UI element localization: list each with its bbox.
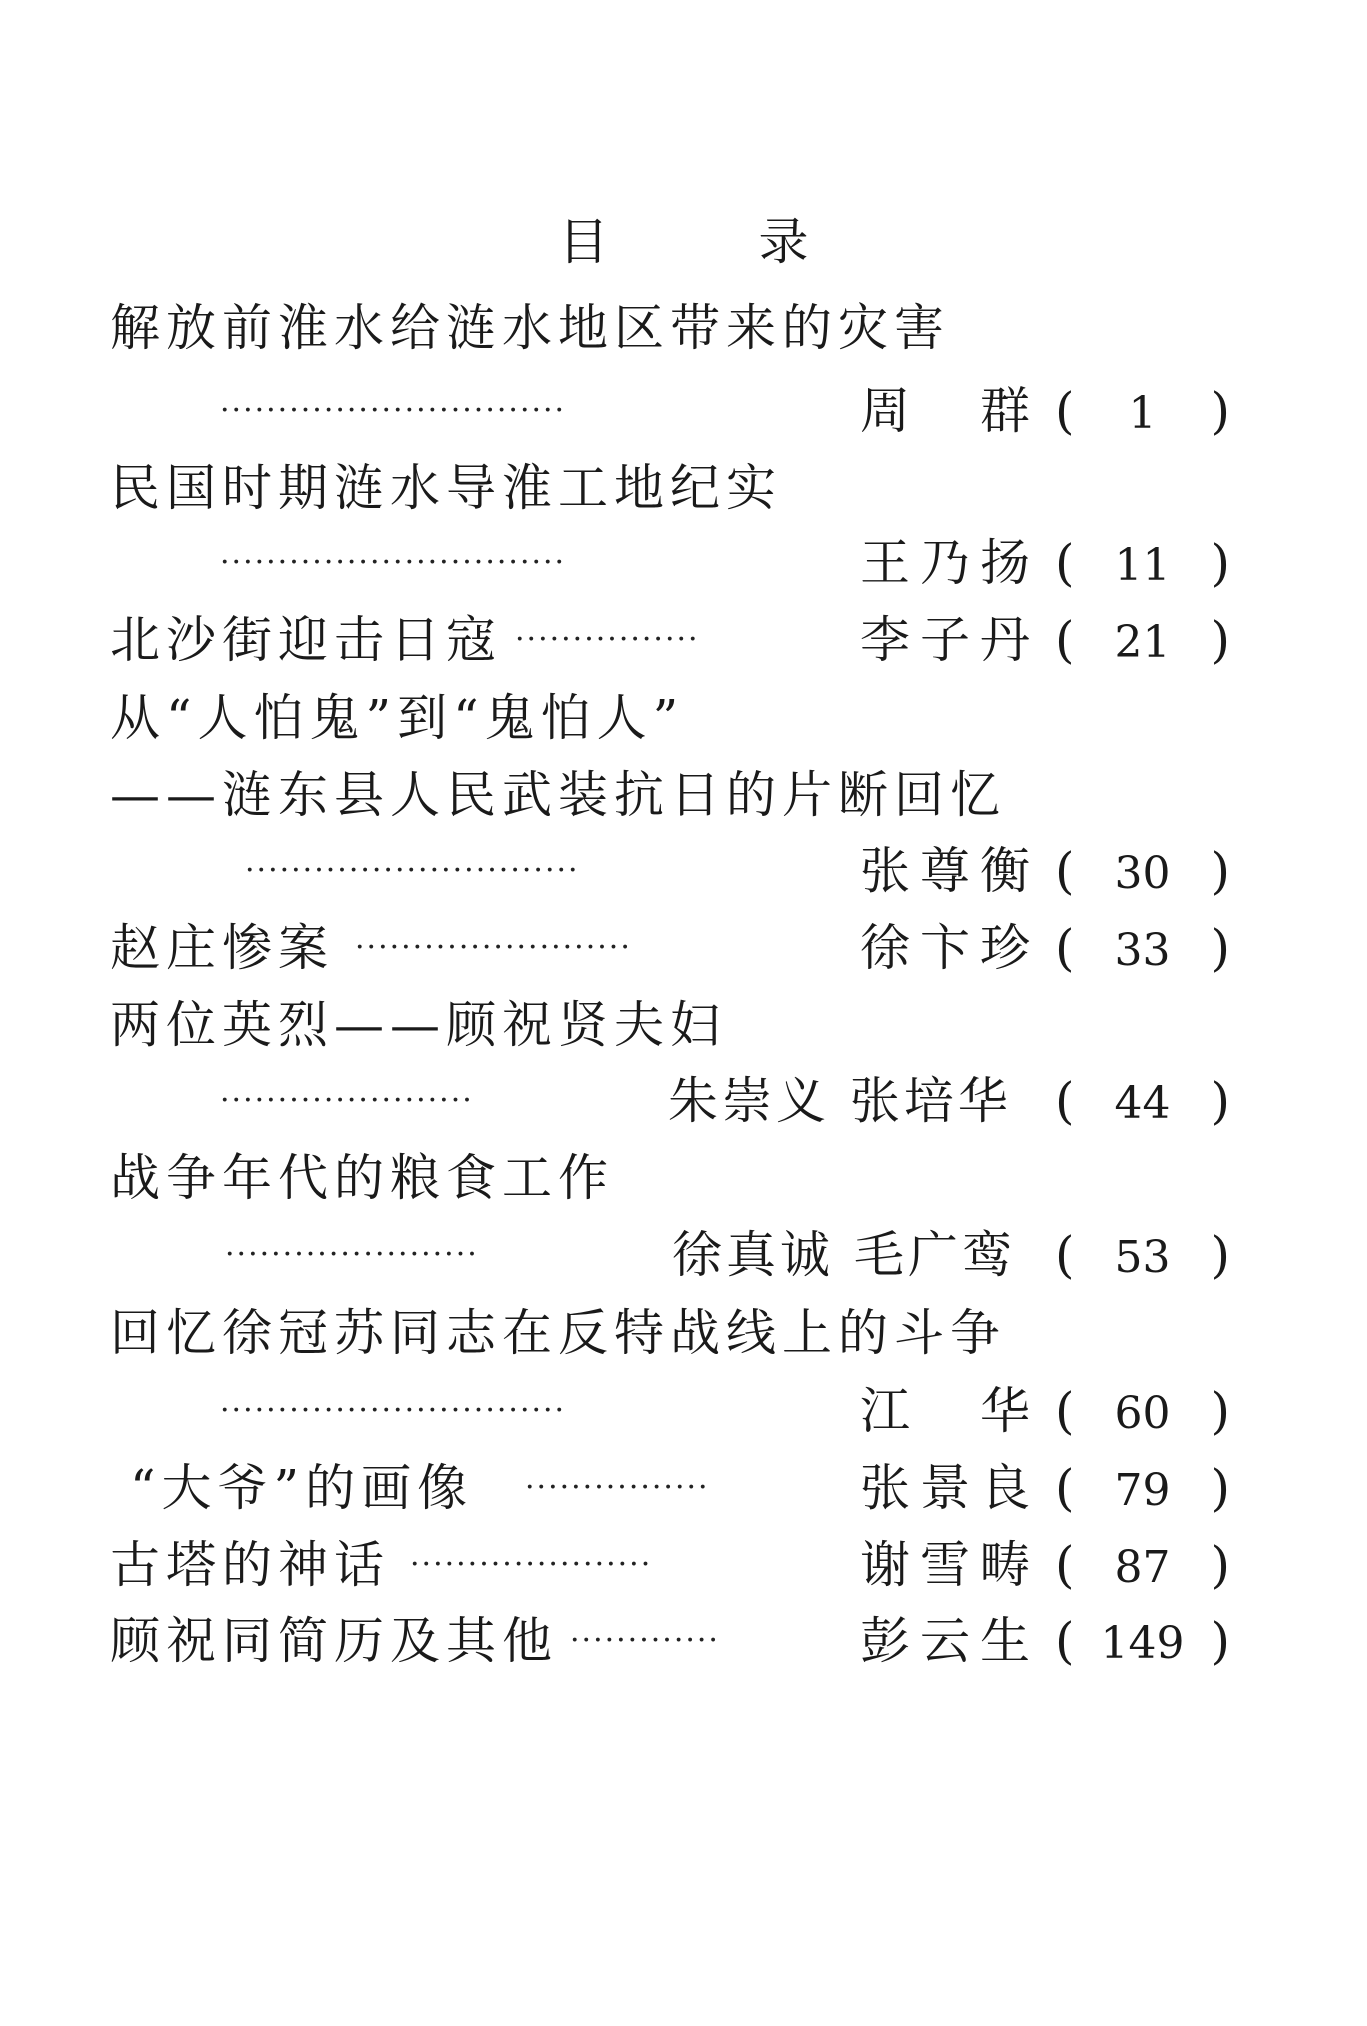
toc-entry-title: 两位英烈——顾祝贤夫妇: [110, 996, 726, 1054]
leader-dots: ······················: [220, 1083, 474, 1118]
leader-dots: ······························: [220, 545, 567, 580]
toc-entry-ref-line: [0, 1068, 1367, 1134]
toc-entry-page: ( 33 ): [1055, 915, 1230, 984]
toc-entry-title-line: [0, 455, 1367, 521]
toc-entry-author: 李子丹: [860, 611, 1040, 669]
page-number: 44: [1114, 1078, 1171, 1129]
toc-entry-title: 古塔的神话: [110, 1536, 390, 1594]
page-number: 33: [1114, 925, 1171, 976]
toc-entry-line: [0, 915, 1367, 981]
toc-entry-author: 徐真诚 毛广鸾: [672, 1226, 1016, 1284]
toc-entry-ref-line: [0, 530, 1367, 596]
toc-entry-title-line: [0, 1145, 1367, 1211]
page-number: 21: [1114, 617, 1171, 668]
toc-entry-author: 王乃扬: [860, 534, 1040, 592]
toc-entry-title: 民国时期涟水导淮工地纪实: [110, 459, 782, 517]
toc-entry-line: [0, 607, 1367, 673]
toc-entry-author: 张尊衡: [860, 842, 1040, 900]
toc-entry-title-line: [0, 1300, 1367, 1366]
toc-entry-page: ( 21 ): [1055, 607, 1230, 676]
leader-dots: ················: [515, 622, 700, 657]
toc-entry-ref-line: [0, 838, 1367, 904]
page-number: 30: [1114, 848, 1171, 899]
toc-entry-title: “大爷”的画像: [130, 1459, 474, 1517]
toc-entry-author: 彭云生: [860, 1612, 1040, 1670]
toc-entry-page: ( 53 ): [1055, 1222, 1230, 1291]
toc-entry-page: ( 60 ): [1055, 1378, 1230, 1447]
leader-dots: ······························: [220, 393, 567, 428]
toc-entry-line: [0, 1455, 1367, 1521]
page-number: 11: [1114, 540, 1171, 591]
toc-entry-ref-line: [0, 1378, 1367, 1444]
toc-entry-title-line: [0, 295, 1367, 361]
toc-entry-title: 解放前淮水给涟水地区带来的灾害: [110, 299, 950, 357]
toc-entry-author: 徐卞珍: [860, 919, 1040, 977]
toc-entry-author: 江 华: [860, 1382, 1040, 1440]
leader-dots: ·············: [570, 1623, 720, 1658]
toc-entry-author: 周 群: [860, 382, 1040, 440]
toc-entry-title: 赵庄惨案: [110, 919, 334, 977]
toc-entry-page: ( 79 ): [1055, 1455, 1230, 1524]
page-number: 79: [1114, 1465, 1171, 1516]
toc-entry-ref-line: [0, 378, 1367, 444]
toc-entry-page: ( 149 ): [1055, 1608, 1230, 1677]
toc-entry-page: ( 87 ): [1055, 1532, 1230, 1601]
leader-dots: ················: [525, 1470, 710, 1505]
toc-entry-subtitle: ——涟东县人民武装抗日的片断回忆: [110, 766, 1006, 824]
toc-entry-title-line: [0, 685, 1367, 751]
leader-dots: ·····························: [245, 853, 580, 888]
toc-entry-ref-line: [0, 1222, 1367, 1288]
toc-title: 目录: [558, 213, 959, 271]
toc-entry-author: 张景良: [860, 1459, 1040, 1517]
page-number: 53: [1114, 1232, 1171, 1283]
leader-dots: ························: [355, 930, 632, 965]
page-number: 87: [1114, 1542, 1171, 1593]
toc-entry-page: ( 11 ): [1055, 530, 1230, 599]
toc-entry-title: 顾祝同简历及其他: [110, 1612, 558, 1670]
toc-entry-author: 朱崇义 张培华: [668, 1072, 1012, 1130]
toc-entry-title: 北沙街迎击日寇: [110, 611, 502, 669]
toc-entry-line: [0, 1532, 1367, 1598]
toc-entry-page: ( 30 ): [1055, 838, 1230, 907]
toc-entry-title: 从“人怕鬼”到“鬼怕人”: [110, 689, 685, 747]
toc-entry-page: ( 44 ): [1055, 1068, 1230, 1137]
toc-entry-author: 谢雪畴: [860, 1536, 1040, 1594]
page-number: 149: [1100, 1618, 1185, 1669]
leader-dots: ·····················: [410, 1547, 653, 1582]
toc-entry-title-line: [0, 992, 1367, 1058]
toc-entry-title: 回忆徐冠苏同志在反特战线上的斗争: [110, 1304, 1006, 1362]
page-number: 60: [1114, 1388, 1171, 1439]
toc-entry-line: [0, 1608, 1367, 1674]
toc-entry-title: 战争年代的粮食工作: [110, 1149, 614, 1207]
leader-dots: ······················: [225, 1237, 479, 1272]
toc-entry-subtitle-line: [0, 762, 1367, 828]
toc-entry-page: ( 1 ): [1055, 378, 1230, 447]
leader-dots: ······························: [220, 1393, 567, 1428]
page-number: 1: [1128, 388, 1157, 439]
